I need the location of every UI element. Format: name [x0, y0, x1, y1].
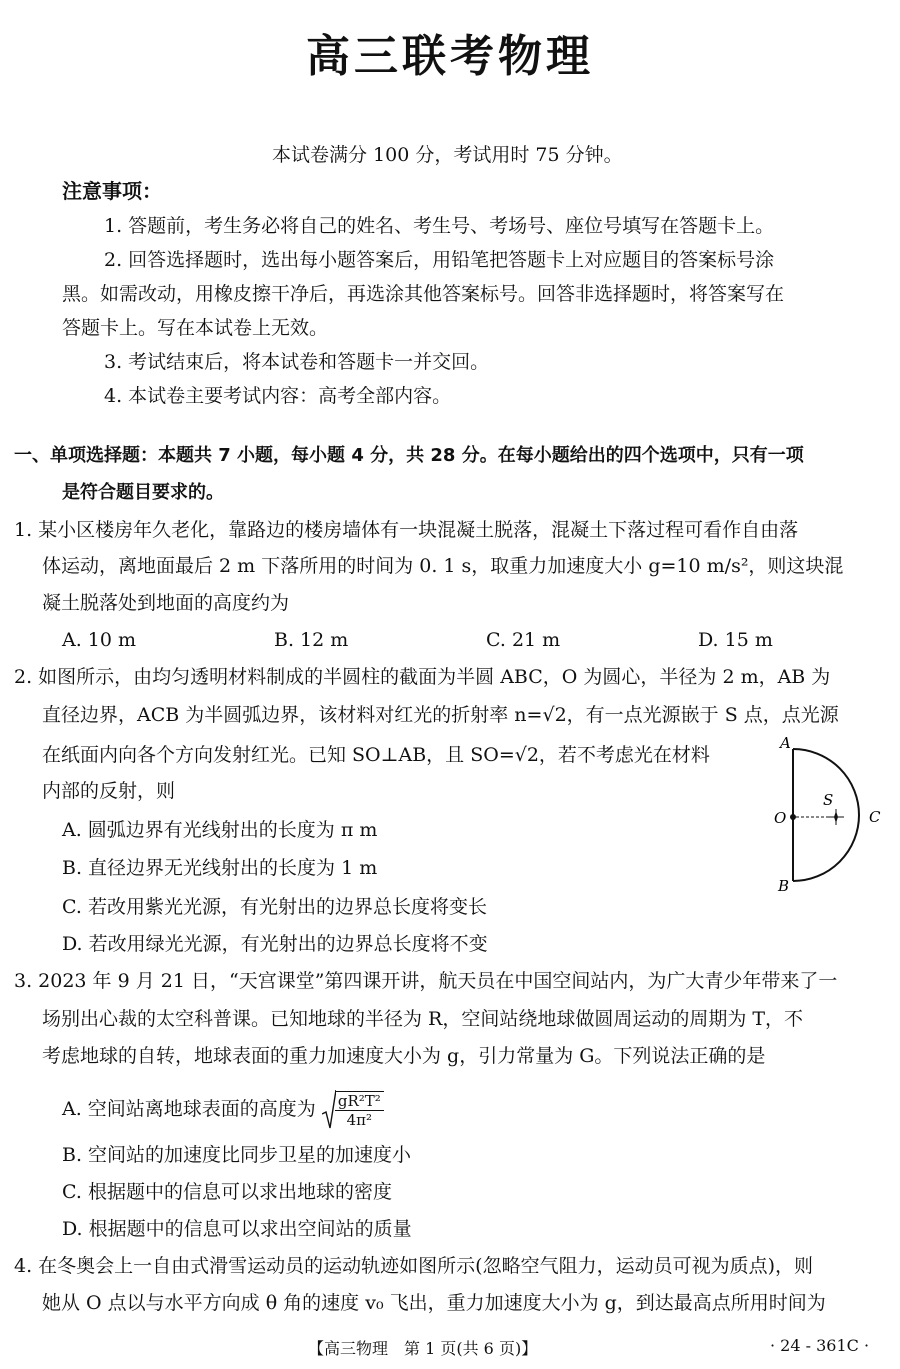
q1-option-c: C. 21 m	[486, 629, 561, 651]
q3-option-b: B. 空间站的加速度比同步卫星的加速度小	[62, 1144, 412, 1166]
fraction-denominator: 4π²	[346, 1111, 373, 1129]
page-title: 高三联考物理	[306, 31, 594, 82]
notice-item: 答题卡上。写在本试卷上无效。	[62, 317, 329, 339]
q1-option-a: A. 10 m	[62, 629, 137, 651]
q1-option-d: D. 15 m	[698, 629, 773, 651]
q2-option-a: A. 圆弧边界有光线射出的长度为 π m	[62, 819, 378, 841]
q3-text: 考虑地球的自转，地球表面的重力加速度大小为 g，引力常量为 G。下列说法正确的是	[42, 1045, 766, 1067]
q3-text: 场别出心裁的太空科普课。已知地球的半径为 R，空间站绕地球做圆周运动的周期为 T，不	[42, 1008, 804, 1030]
notice-item: 黑。如需改动，用橡皮擦干净后，再选涂其他答案标号。回答非选择题时，将答案写在	[62, 283, 785, 305]
semicircle-figure	[770, 735, 890, 895]
q4-text: 她从 O 点以与水平方向成 θ 角的速度 v₀ 飞出，重力加速度大小为 g，到达最高点所用时间为	[42, 1292, 826, 1314]
sqrt-icon	[322, 1090, 336, 1130]
q1-text: 1. 某小区楼房年久老化，靠路边的楼房墙体有一块混凝土脱落，混凝土下落过程可看作自由落	[14, 519, 799, 541]
label-a: A	[780, 735, 791, 752]
q2-text: 直径边界，ACB 为半圆弧边界，该材料对红光的折射率 n=√2，有一点光源嵌于 S 点，点光源	[42, 704, 839, 726]
q2-option-b: B. 直径边界无光线射出的长度为 1 m	[62, 857, 378, 879]
q3-option-a-text: A. 空间站离地球表面的高度为	[62, 1098, 316, 1120]
q3-option-a	[62, 1090, 384, 1130]
fraction-numerator: gR²T²	[335, 1092, 384, 1111]
q1-option-b: B. 12 m	[274, 629, 349, 651]
q1-text: 凝土脱落处到地面的高度约为	[42, 592, 290, 614]
label-b: B	[778, 877, 790, 895]
exam-code: · 24 - 361C ·	[770, 1336, 870, 1355]
q3-text: 3. 2023 年 9 月 21 日，“天宫课堂”第四课开讲，航天员在中国空间站内，为广大青少年带来了一	[14, 970, 838, 992]
q2-text: 2. 如图所示，由均匀透明材料制成的半圆柱的截面为半圆 ABC，O 为圆心，半径为 2 m，AB 为	[14, 666, 831, 688]
arc-acb	[793, 749, 859, 881]
q2-text: 内部的反射，则	[42, 780, 176, 802]
q2-text: 在纸面内向各个方向发射红光。已知 SO⊥AB，且 SO=√2，若不考虑光在材料	[42, 744, 710, 766]
notice-item: 2. 回答选择题时，选出每小题答案后，用铅笔把答题卡上对应题目的答案标号涂	[104, 249, 775, 271]
q2-option-d: D. 若改用绿光光源，有光射出的边界总长度将不变	[62, 933, 488, 955]
section-heading-cont: 是符合题目要求的。	[62, 482, 224, 503]
exam-subtitle: 本试卷满分 100 分，考试用时 75 分钟。	[272, 144, 623, 166]
label-s: S	[823, 791, 834, 809]
notice-heading: 注意事项：	[62, 179, 162, 203]
section-heading: 一、单项选择题：本题共 7 小题，每小题 4 分，共 28 分。在每小题给出的四个选项中，只有一项	[14, 445, 804, 466]
label-c: C	[869, 808, 881, 826]
point-o	[790, 814, 796, 820]
sqrt-expression	[322, 1090, 384, 1130]
q4-text: 4. 在冬奥会上一自由式滑雪运动员的运动轨迹如图所示(忽略空气阻力，运动员可视为质点)，则	[14, 1255, 813, 1277]
q3-option-d: D. 根据题中的信息可以求出空间站的质量	[62, 1218, 412, 1240]
q1-text: 体运动，离地面最后 2 m 下落所用的时间为 0. 1 s，取重力加速度大小 g=10 m/s²，则这块混	[42, 555, 844, 577]
notice-item: 3. 考试结束后，将本试卷和答题卡一并交回。	[104, 351, 490, 373]
label-o: O	[774, 809, 787, 827]
q3-option-c: C. 根据题中的信息可以求出地球的密度	[62, 1181, 392, 1203]
page-footer: 【高三物理 第 1 页(共 6 页)】	[308, 1339, 538, 1358]
light-source-s-icon	[828, 809, 844, 825]
q1-options	[62, 625, 900, 655]
q2-option-c: C. 若改用紫光光源，有光射出的边界总长度将变长	[62, 896, 487, 918]
notice-item: 1. 答题前，考生务必将自己的姓名、考生号、考场号、座位号填写在答题卡上。	[104, 215, 775, 237]
notice-item: 4. 本试卷主要考试内容：高考全部内容。	[104, 385, 452, 407]
sqrt-fraction	[335, 1091, 384, 1129]
